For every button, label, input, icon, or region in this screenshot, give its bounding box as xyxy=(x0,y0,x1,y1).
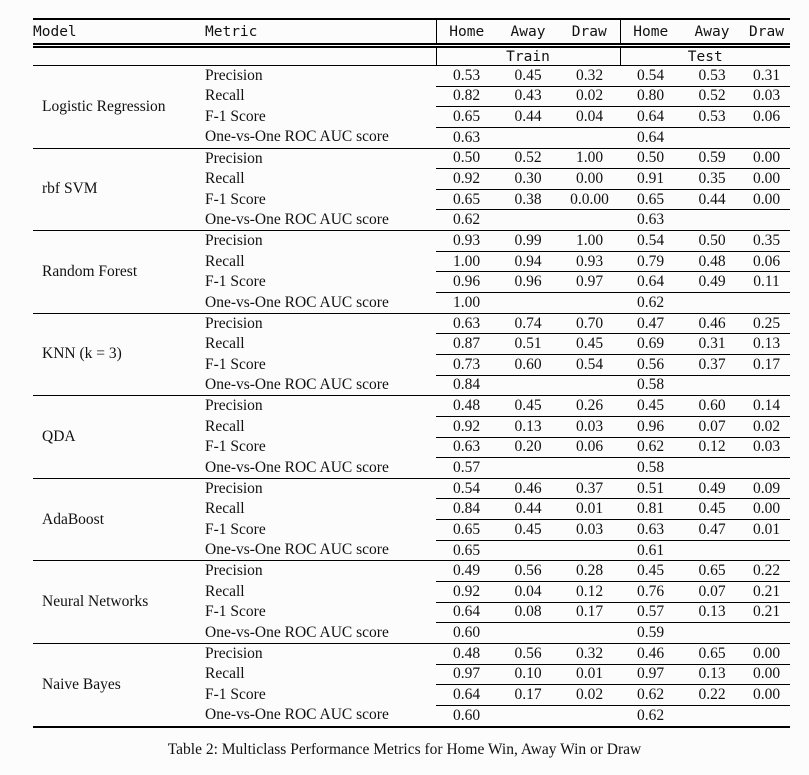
metric-value: 0.45 xyxy=(620,561,681,582)
metric-value: 0.00 xyxy=(743,499,790,520)
metric-label: One-vs-One ROC AUC score xyxy=(205,705,436,726)
test-group-header: Test xyxy=(620,46,790,66)
metric-value: 0.65 xyxy=(620,189,681,210)
metric-label: Recall xyxy=(205,335,245,353)
header-row-columns xyxy=(33,19,790,46)
metric-value: 0.07 xyxy=(681,582,743,603)
metric-row xyxy=(33,561,790,582)
metric-value: 0.94 xyxy=(497,251,559,272)
metric-label: F-1 Score xyxy=(205,438,266,456)
metric-value: 0.54 xyxy=(559,354,620,375)
metric-value: 0.08 xyxy=(497,602,559,623)
metric-row xyxy=(33,313,790,334)
metric-value: 0.64 xyxy=(436,685,497,706)
metric-value: 0.60 xyxy=(436,705,497,726)
metric-value: 0.00 xyxy=(743,189,790,210)
metric-value xyxy=(497,458,559,479)
metric-label: One-vs-One ROC AUC score xyxy=(205,458,436,479)
header-spacer xyxy=(33,46,436,66)
metric-value: 0.63 xyxy=(436,437,497,458)
metric-value xyxy=(559,127,620,148)
col-header-test-home: Home xyxy=(620,19,681,46)
metric-value: 0.96 xyxy=(436,272,497,293)
metric-value: 0.17 xyxy=(743,354,790,375)
metrics-table xyxy=(33,18,790,728)
metric-value: 0.62 xyxy=(620,437,681,458)
metric-row xyxy=(33,478,790,499)
metric-label: One-vs-One ROC AUC score xyxy=(205,293,436,314)
metric-value xyxy=(743,458,790,479)
metric-value: 0.82 xyxy=(436,86,497,107)
metric-value: 0.00 xyxy=(743,169,790,190)
metric-value: 0.00 xyxy=(559,169,620,190)
metric-value: 0.73 xyxy=(436,354,497,375)
metric-value: 0.06 xyxy=(559,437,620,458)
metric-value: 0.00 xyxy=(743,148,790,169)
metric-value: 0.35 xyxy=(681,169,743,190)
metric-value: 0.60 xyxy=(497,354,559,375)
metric-value: 0.48 xyxy=(681,251,743,272)
metric-value xyxy=(681,127,743,148)
metric-value: 0.80 xyxy=(620,86,681,107)
metric-value: 0.11 xyxy=(743,272,790,293)
metric-value: 0.96 xyxy=(620,416,681,437)
metric-value: 0.97 xyxy=(559,272,620,293)
metric-value xyxy=(559,705,620,726)
metric-value xyxy=(497,127,559,148)
metric-value: 0.54 xyxy=(436,478,497,499)
metric-value: 0.63 xyxy=(620,520,681,541)
metric-value: 0.87 xyxy=(436,334,497,355)
metric-value: 0.43 xyxy=(497,86,559,107)
metric-label: F-1 Score xyxy=(205,108,266,126)
metric-value: 0.93 xyxy=(436,231,497,252)
metric-value: 0.76 xyxy=(620,582,681,603)
metric-value: 0.03 xyxy=(743,437,790,458)
metric-value: 0.59 xyxy=(620,623,681,644)
metric-value: 0.92 xyxy=(436,416,497,437)
metric-value: 0.92 xyxy=(436,169,497,190)
metric-label: Precision xyxy=(205,149,263,167)
metric-value: 0.53 xyxy=(681,107,743,128)
metric-label: Recall xyxy=(205,500,245,518)
metric-value: 0.84 xyxy=(436,499,497,520)
metric-label: One-vs-One ROC AUC score xyxy=(205,623,436,644)
metric-value: 0.57 xyxy=(620,602,681,623)
metric-value xyxy=(743,293,790,314)
metric-row xyxy=(33,396,790,417)
metric-value: 0.48 xyxy=(436,396,497,417)
metric-value xyxy=(559,293,620,314)
metric-value: 0.01 xyxy=(743,520,790,541)
metric-value: 0.84 xyxy=(436,375,497,396)
metric-value: 0.63 xyxy=(620,210,681,231)
model-name: Logistic Regression xyxy=(33,66,205,149)
metric-label: Recall xyxy=(205,665,245,683)
metric-value: 0.97 xyxy=(436,664,497,685)
metric-value: 0.97 xyxy=(620,664,681,685)
metric-row xyxy=(33,66,790,87)
metric-value: 0.51 xyxy=(620,478,681,499)
metric-value: 0.46 xyxy=(620,643,681,664)
metric-label: Recall xyxy=(205,582,245,600)
metric-value: 0.62 xyxy=(436,210,497,231)
metric-row xyxy=(33,148,790,169)
metric-value: 0.26 xyxy=(559,396,620,417)
metric-value: 0.57 xyxy=(436,458,497,479)
metric-value: 0.21 xyxy=(743,602,790,623)
metric-value: 0.46 xyxy=(497,478,559,499)
model-name: Naive Bayes xyxy=(33,643,205,726)
metric-value: 0.02 xyxy=(743,416,790,437)
metric-value: 0.64 xyxy=(436,602,497,623)
model-name: QDA xyxy=(33,396,205,479)
metric-value: 0.0.00 xyxy=(559,189,620,210)
metric-value: 0.62 xyxy=(620,705,681,726)
metric-value xyxy=(559,458,620,479)
metric-value xyxy=(559,375,620,396)
metric-value: 0.60 xyxy=(681,396,743,417)
col-header-metric: Metric xyxy=(205,19,436,46)
metric-value xyxy=(743,210,790,231)
metric-value: 0.46 xyxy=(681,313,743,334)
metric-value: 0.59 xyxy=(681,148,743,169)
metric-value xyxy=(743,623,790,644)
metric-value xyxy=(497,623,559,644)
metric-label: One-vs-One ROC AUC score xyxy=(205,210,436,231)
metric-label: Precision xyxy=(205,562,263,580)
metric-label: Precision xyxy=(205,479,263,497)
model-name: AdaBoost xyxy=(33,478,205,561)
metric-value: 0.93 xyxy=(559,251,620,272)
metric-label: Precision xyxy=(205,314,263,332)
train-group-header: Train xyxy=(436,46,620,66)
metric-label: Recall xyxy=(205,417,245,435)
metric-value: 0.31 xyxy=(743,66,790,87)
metric-label: Precision xyxy=(205,645,263,662)
metric-value: 0.56 xyxy=(497,561,559,582)
metric-row xyxy=(33,643,790,664)
metric-value: 0.54 xyxy=(620,66,681,87)
metric-value: 0.45 xyxy=(681,499,743,520)
metric-value xyxy=(497,210,559,231)
metric-value xyxy=(681,375,743,396)
metric-value: 0.45 xyxy=(497,66,559,87)
metric-value: 0.02 xyxy=(559,86,620,107)
metric-value: 0.74 xyxy=(497,313,559,334)
metric-value: 0.09 xyxy=(743,478,790,499)
metric-value: 0.37 xyxy=(681,354,743,375)
metric-value: 0.03 xyxy=(559,520,620,541)
col-header-train-away: Away xyxy=(497,19,559,46)
col-header-test-draw: Draw xyxy=(743,19,790,46)
metric-value: 0.54 xyxy=(620,231,681,252)
metric-value: 0.13 xyxy=(497,416,559,437)
metric-value: 0.07 xyxy=(681,416,743,437)
metric-value: 0.01 xyxy=(559,499,620,520)
metric-value: 0.00 xyxy=(743,685,790,706)
metric-label: F-1 Score xyxy=(205,686,266,704)
metric-value: 0.12 xyxy=(681,437,743,458)
metric-value xyxy=(681,623,743,644)
metric-value: 0.13 xyxy=(743,334,790,355)
metric-value: 0.56 xyxy=(497,643,559,664)
metric-value: 0.53 xyxy=(436,66,497,87)
metric-value: 0.50 xyxy=(681,231,743,252)
metric-label: Recall xyxy=(205,170,245,188)
metric-value: 0.69 xyxy=(620,334,681,355)
metric-value: 0.45 xyxy=(497,396,559,417)
metric-value: 0.65 xyxy=(436,540,497,561)
metric-value: 0.61 xyxy=(620,540,681,561)
metric-value xyxy=(681,540,743,561)
metric-value: 0.65 xyxy=(681,561,743,582)
metric-value: 0.20 xyxy=(497,437,559,458)
metric-value: 1.00 xyxy=(436,251,497,272)
metric-value xyxy=(681,458,743,479)
metric-value: 0.25 xyxy=(743,313,790,334)
metric-value: 0.65 xyxy=(436,189,497,210)
model-name: KNN (k = 3) xyxy=(33,313,205,396)
col-header-train-home: Home xyxy=(436,19,497,46)
metric-value: 0.44 xyxy=(497,107,559,128)
metric-label: Precision xyxy=(205,397,263,415)
header-row-split xyxy=(33,46,790,66)
metric-value: 1.00 xyxy=(436,293,497,314)
metric-value: 1.00 xyxy=(559,148,620,169)
metric-label: One-vs-One ROC AUC score xyxy=(205,540,436,561)
metric-value xyxy=(559,623,620,644)
metric-value: 0.03 xyxy=(559,416,620,437)
metric-value: 0.99 xyxy=(497,231,559,252)
metric-value: 0.31 xyxy=(681,334,743,355)
metric-label: Recall xyxy=(205,87,245,105)
metric-value: 0.49 xyxy=(681,272,743,293)
metric-value: 0.64 xyxy=(620,127,681,148)
metric-value: 0.14 xyxy=(743,396,790,417)
metric-value: 0.70 xyxy=(559,313,620,334)
metric-value: 0.03 xyxy=(743,86,790,107)
metric-value xyxy=(743,540,790,561)
metric-value: 0.13 xyxy=(681,602,743,623)
metric-value: 0.30 xyxy=(497,169,559,190)
metric-value xyxy=(681,293,743,314)
metric-value: 0.37 xyxy=(559,478,620,499)
col-header-test-away: Away xyxy=(681,19,743,46)
metric-label: F-1 Score xyxy=(205,520,266,538)
col-header-train-draw: Draw xyxy=(559,19,620,46)
metric-value: 0.52 xyxy=(497,148,559,169)
metric-value xyxy=(497,375,559,396)
metrics-tbody xyxy=(33,66,790,727)
metric-value: 0.65 xyxy=(681,643,743,664)
metric-value xyxy=(497,293,559,314)
metric-value xyxy=(681,705,743,726)
metric-value: 0.51 xyxy=(497,334,559,355)
metric-label: One-vs-One ROC AUC score xyxy=(205,375,436,396)
metric-value: 0.22 xyxy=(681,685,743,706)
metric-value xyxy=(743,127,790,148)
metric-label: Precision xyxy=(205,67,263,85)
metric-value: 0.62 xyxy=(620,685,681,706)
metric-label: F-1 Score xyxy=(205,273,266,291)
model-name: Neural Networks xyxy=(33,561,205,644)
metric-label: F-1 Score xyxy=(205,603,266,621)
metric-label: F-1 Score xyxy=(205,190,266,208)
metric-value: 0.17 xyxy=(497,685,559,706)
metric-value xyxy=(497,705,559,726)
metric-value: 0.38 xyxy=(497,189,559,210)
metric-value: 0.00 xyxy=(743,664,790,685)
metric-value: 0.52 xyxy=(681,86,743,107)
metric-value: 0.58 xyxy=(620,375,681,396)
metric-value: 0.22 xyxy=(743,561,790,582)
model-name: rbf SVM xyxy=(33,148,205,231)
metric-value: 0.45 xyxy=(620,396,681,417)
metric-value: 0.62 xyxy=(620,293,681,314)
metric-value: 0.53 xyxy=(681,66,743,87)
metric-value: 0.12 xyxy=(559,582,620,603)
metric-value: 0.44 xyxy=(497,499,559,520)
metric-value: 0.96 xyxy=(497,272,559,293)
metric-label: Precision xyxy=(205,232,263,250)
metric-value xyxy=(743,705,790,726)
metric-value: 0.79 xyxy=(620,251,681,272)
metric-value: 0.64 xyxy=(620,107,681,128)
metric-value xyxy=(743,375,790,396)
metric-value: 0.91 xyxy=(620,169,681,190)
metric-label: F-1 Score xyxy=(205,355,266,373)
metric-value: 0.02 xyxy=(559,685,620,706)
metric-value: 0.47 xyxy=(681,520,743,541)
metric-value: 0.64 xyxy=(620,272,681,293)
metric-value: 0.32 xyxy=(559,643,620,664)
metric-value: 0.50 xyxy=(620,148,681,169)
metric-value: 0.58 xyxy=(620,458,681,479)
metric-label: One-vs-One ROC AUC score xyxy=(205,127,436,148)
metric-value: 0.65 xyxy=(436,107,497,128)
metric-value: 0.45 xyxy=(497,520,559,541)
metric-value: 0.63 xyxy=(436,127,497,148)
metric-value: 0.45 xyxy=(559,334,620,355)
metric-value: 0.21 xyxy=(743,582,790,603)
metric-value: 0.92 xyxy=(436,582,497,603)
metric-value xyxy=(681,210,743,231)
table-caption: Table 2: Multiclass Performance Metrics for Home Win, Away Win or Draw xyxy=(167,741,642,758)
metric-value: 0.60 xyxy=(436,623,497,644)
metric-value: 0.65 xyxy=(436,520,497,541)
metric-value: 0.06 xyxy=(743,251,790,272)
metric-value: 0.04 xyxy=(497,582,559,603)
metric-value xyxy=(559,540,620,561)
metric-value: 0.17 xyxy=(559,602,620,623)
metric-value: 0.04 xyxy=(559,107,620,128)
metric-value: 1.00 xyxy=(559,231,620,252)
metric-value xyxy=(559,210,620,231)
col-header-model: Model xyxy=(33,19,205,46)
metric-value: 0.81 xyxy=(620,499,681,520)
metric-value: 0.06 xyxy=(743,107,790,128)
metric-value: 0.32 xyxy=(559,66,620,87)
metric-value: 0.49 xyxy=(681,478,743,499)
metric-row xyxy=(33,231,790,252)
metric-value: 0.50 xyxy=(436,148,497,169)
model-name: Random Forest xyxy=(33,231,205,314)
metric-value: 0.44 xyxy=(681,189,743,210)
metric-label: Recall xyxy=(205,252,245,270)
metric-value: 0.00 xyxy=(743,643,790,664)
metric-value: 0.13 xyxy=(681,664,743,685)
metric-value: 0.63 xyxy=(436,313,497,334)
metric-value: 0.01 xyxy=(559,664,620,685)
metric-value: 0.35 xyxy=(743,231,790,252)
metric-value xyxy=(497,540,559,561)
metric-value: 0.10 xyxy=(497,664,559,685)
metric-value: 0.47 xyxy=(620,313,681,334)
metric-value: 0.56 xyxy=(620,354,681,375)
metric-value: 0.49 xyxy=(436,561,497,582)
metric-value: 0.48 xyxy=(436,643,497,664)
metric-value: 0.28 xyxy=(559,561,620,582)
table-header xyxy=(33,19,790,66)
